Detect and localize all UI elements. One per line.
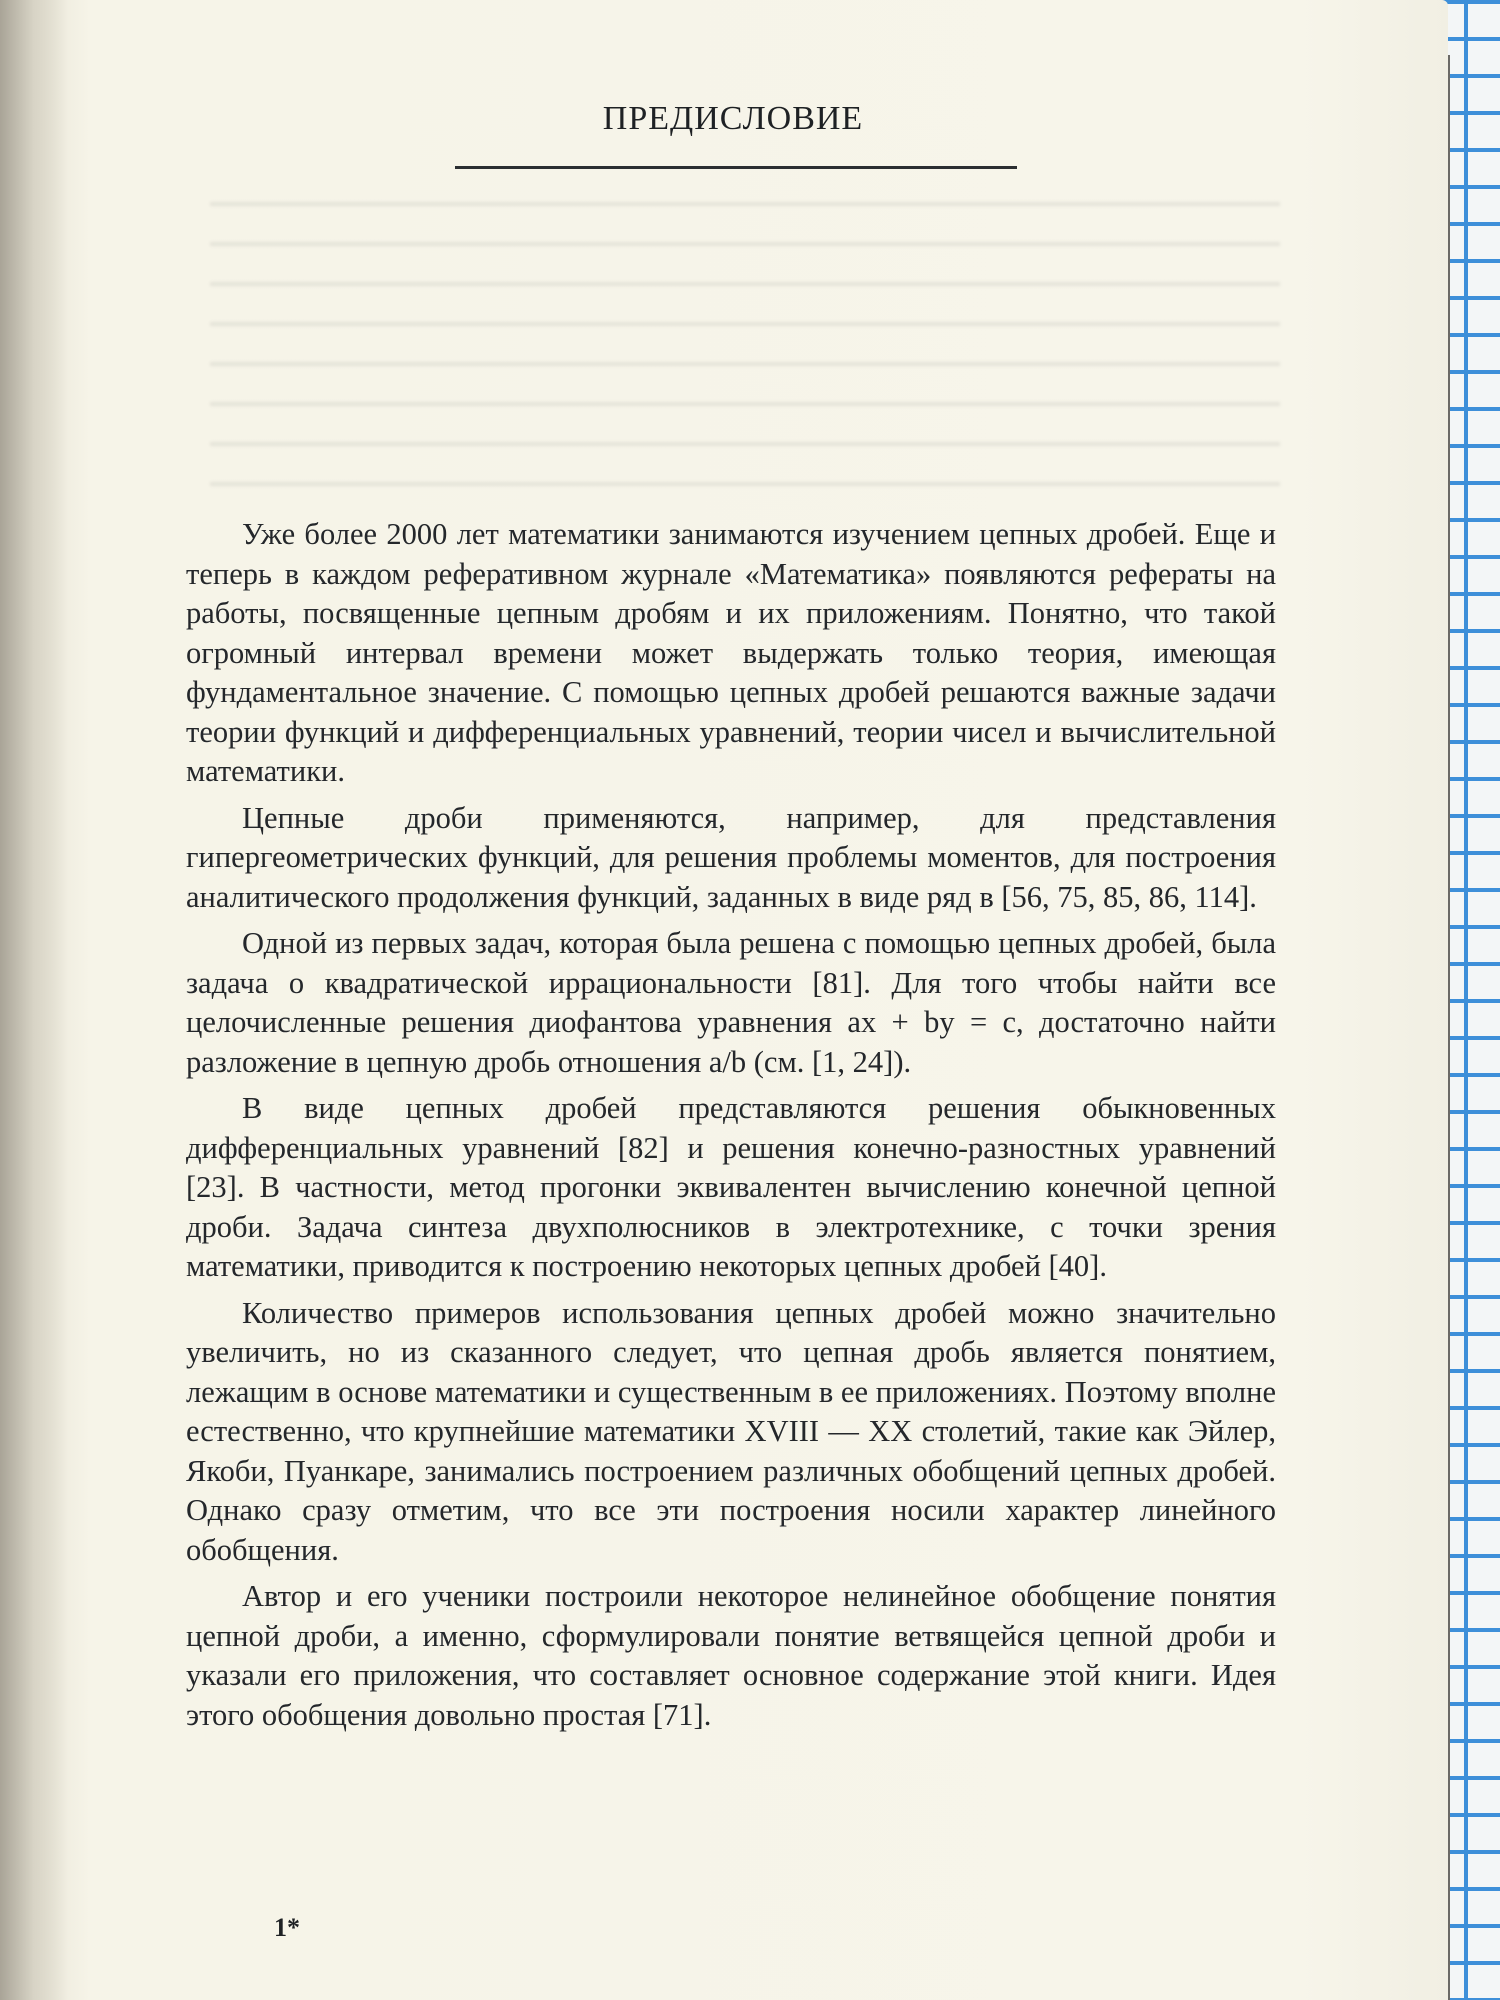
heading-rule (455, 166, 1017, 169)
paragraph-3: Одной из первых задач, которая была решена с помощью цепных дробей, была задача о квадратической иррациональности [81]. Для того чтобы найти все целочисленные решения диофантова уравнения ax + by = c, достаточно найти разложение в цепную дробь отношения a/b (см. [1, 24]). (186, 926, 1276, 1079)
body-text (186, 515, 1276, 1742)
binding-shadow (0, 0, 68, 2000)
paragraph-5: Количество примеров использования цепных дробей можно значительно увеличить, но из сказанного следует, что цепная дробь является понятием, лежащим в основе математики и существенным в ее приложениях. Поэтому вполне естественно, что крупнейшие математики XVIII — XX столетий, такие как Эйлер, Якоби, Пуанкаре, занимались построением различных обобщений цепных дробей. Однако сразу отметим, что все эти построения носили характер линейного обобщения. (186, 1295, 1276, 1567)
signature-mark: 1* (274, 1913, 300, 1942)
paragraph-2: Цепные дроби применяются, например, для представления гипергеометрических функций, для решения проблемы моментов, для построения аналитического продолжения функций, заданных в виде ряд в [56, 75, 85, 86, 114]. (186, 800, 1276, 914)
paragraph-4: В виде цепных дробей представляются решения обыкновенных дифференциальных уравнений [82] и решения конечно-разностных уравнений [23]. В частности, метод прогонки эквивалентен вычислению конечной цепной дроби. Задача синтеза двухполюсников в электротехнике, с точки зрения математики, приводится к построению некоторых цепных дробей [40]. (186, 1091, 1276, 1283)
paragraph-6: Автор и его ученики построили некоторое нелинейное обобщение понятия цепной дроби, а именно, сформулировали понятие ветвящейся цепной дроби и указали его приложения, что составляет основное содержание этой книги. Идея этого обобщения довольно простая [71]. (186, 1579, 1276, 1732)
page-heading: ПРЕДИСЛОВИЕ (602, 100, 864, 137)
paragraph-1: Уже более 2000 лет математики занимаются изучением цепных дробей. Еще и теперь в каждом реферативном журнале «Математика» появляются рефераты на работы, посвященные цепным дробям и их приложениям. Понятно, что такой огромный интервал времени может выдержать только теория, имеющая фундаментальное значение. С помощью цепных дробей решаются важные задачи теории функций и дифференциальных уравнений, теории чисел и вычислительной математики. (186, 517, 1276, 788)
reverse-side-show-through (210, 180, 1280, 520)
